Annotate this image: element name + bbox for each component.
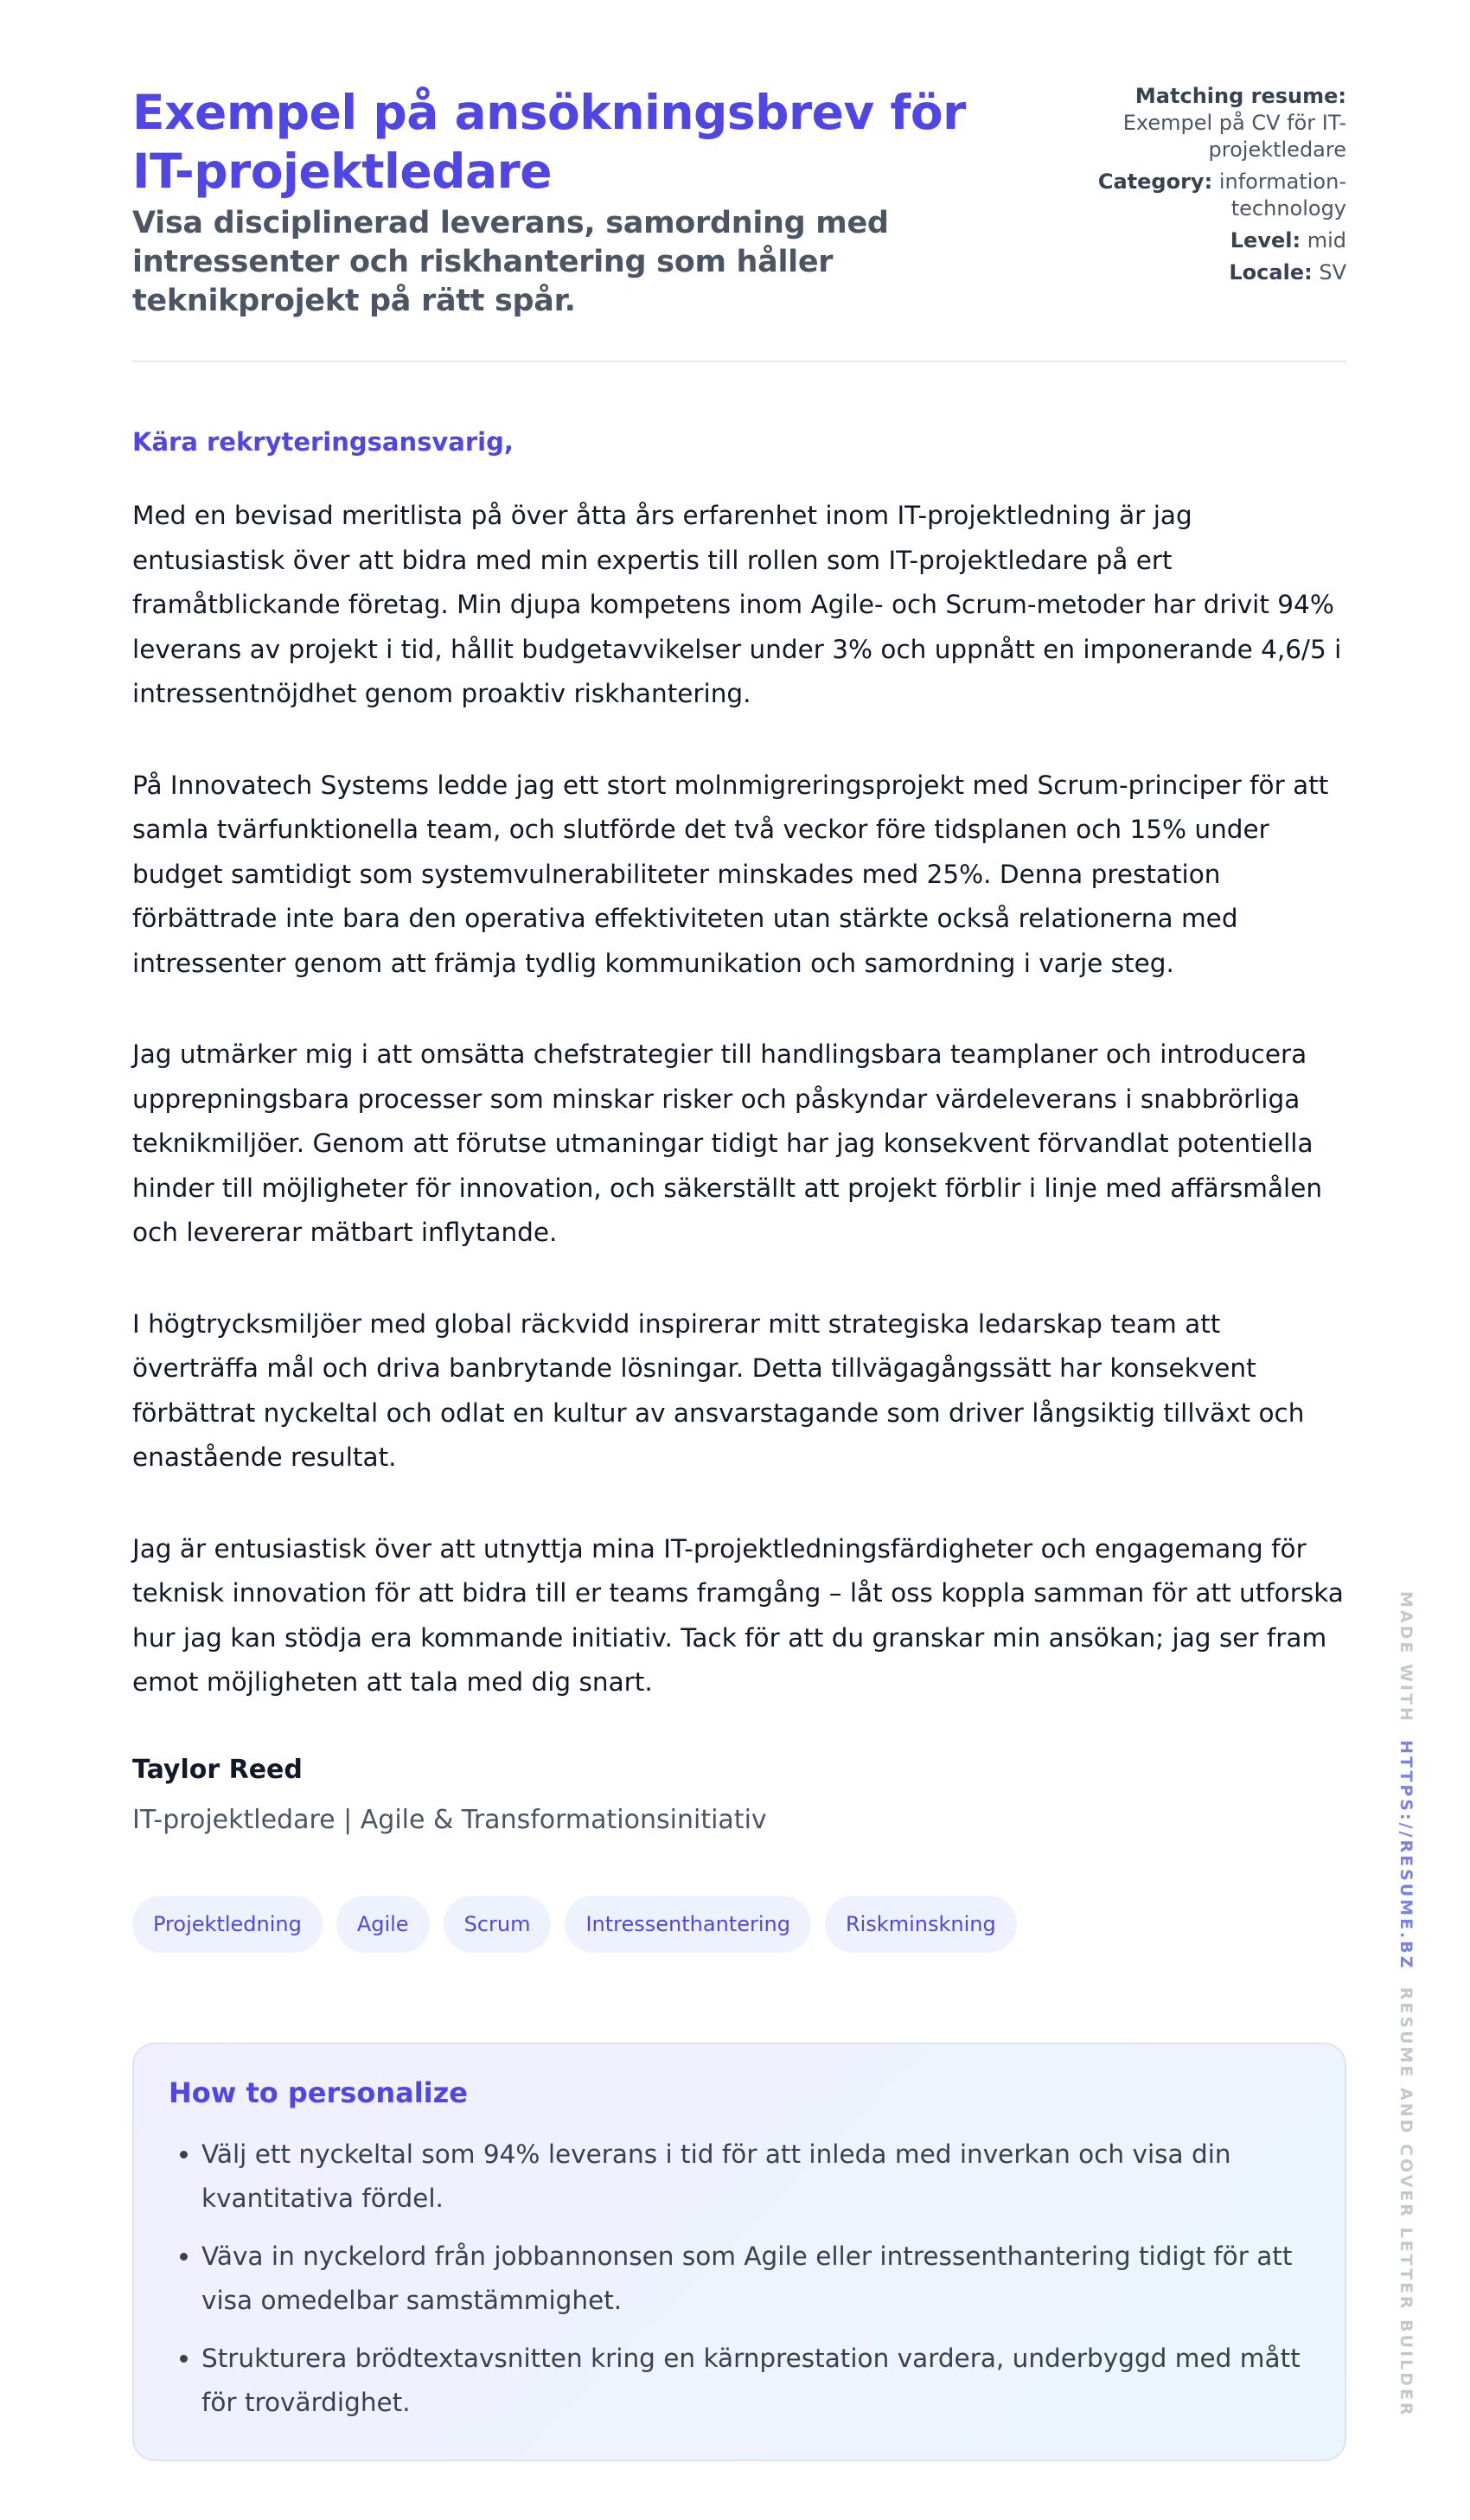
tip-item: • Väva in nyckelord från jobbannonsen som Agile eller intressenthantering tidigt för att visa omedelbar samstämmighet. xyxy=(201,2235,1308,2323)
cover-letter-page xyxy=(132,83,1346,2461)
meta-key: Matching resume: xyxy=(1134,84,1346,108)
signature-block xyxy=(132,1752,1346,1839)
meta-category xyxy=(1061,169,1346,222)
meta-info xyxy=(1061,83,1346,291)
meta-value: Exempel på CV för IT-projektledare xyxy=(1122,111,1346,162)
letter-paragraph: Jag utmärker mig i att omsätta chefstrategier till handlingsbara teamplaner och introducera upprepningsbara processer som minskar risker och påskyndar värdeleverans i snabbrörliga teknikmiljöer. Genom att förutse utmaningar tidigt har jag konsekvent förvandlat potentiella hinder till möjligheter för innovation, och säkerställt att projekt förblir i linje med affärsmålen och levererar mätbart inflytande. xyxy=(132,1039,1323,1247)
meta-key: Locale: xyxy=(1229,260,1313,285)
meta-level xyxy=(1061,227,1346,254)
tips-title: How to personalize xyxy=(169,2075,468,2109)
banner-link[interactable]: HTTPS://RESUME.BZ xyxy=(1396,1740,1416,1971)
banner-suffix: RESUME AND COVER LETTER BUILDER xyxy=(1396,1986,1416,2418)
meta-value: mid xyxy=(1307,228,1346,253)
meta-key: Category: xyxy=(1097,169,1213,194)
meta-matching-resume xyxy=(1061,83,1346,163)
meta-value: information-technology xyxy=(1218,169,1346,221)
tip-item: • Välj ett nyckeltal som 94% leverans i tid för att inleda med inverkan och visa din kvantitativa fördel. xyxy=(201,2133,1308,2221)
meta-value: SV xyxy=(1319,260,1346,285)
letter-paragraph: Jag är entusiastisk över att utnyttja mina IT-projektledningsfärdigheter och engagemang för teknisk innovation för att bidra till er teams framgång – låt oss koppla samman för att utforska hur jag kan stödja era kommande initiativ. Tack för att du granskar min ansökan; jag ser fram emot möjligheten att tala med dig snart. xyxy=(132,1533,1344,1697)
header-titles xyxy=(132,83,1023,321)
tip-item: • Strukturera brödtextavsnitten kring en kärnprestation vardera, underbyggd med mått för trovärdighet. xyxy=(201,2337,1308,2425)
letter-greeting: Kära rekryteringsansvarig, xyxy=(132,427,514,457)
letter-paragraph: I högtrycksmiljöer med global räckvidd inspirerar mitt strategiska ledarskap team att överträffa mål och driva banbrytande lösningar. Detta tillvägagångssätt har konsekvent förbättrat nyckeltal och odlat en kultur av ansvarstagande som driver långsiktig tillväxt och enastående resultat. xyxy=(132,1308,1305,1472)
personalize-tips-box xyxy=(132,2043,1346,2461)
letter-body xyxy=(132,494,1346,1705)
signature-name: Taylor Reed xyxy=(132,1754,303,1785)
skill-tags xyxy=(132,1896,1346,1953)
banner-prefix: MADE WITH xyxy=(1396,1591,1416,1724)
skill-tag: Projektledning xyxy=(132,1896,323,1953)
meta-key: Level: xyxy=(1230,228,1301,253)
page-subtitle: Visa disciplinerad leverans, samordning med intressenter och riskhantering som håller teknikprojekt på rätt spår. xyxy=(132,206,889,318)
letter-paragraph: På Innovatech Systems ledde jag ett stort molnmigreringsprojekt med Scrum-principer för att samla tvärfunktionella team, och slutförde det två veckor före tidsplanen och 15% under budget samtidigt som systemvulnerabiliteter minskades med 25%. Denna prestation förbättrade inte bara den operativa effektiviteten utan stärkte också relationerna med intressenter genom att främja tydlig kommunikation och samordning i varje steg. xyxy=(132,770,1329,978)
skill-tag: Riskminskning xyxy=(825,1896,1017,1953)
meta-locale xyxy=(1061,259,1346,286)
page-title: Exempel på ansökningsbrev för IT-projektledare xyxy=(132,85,966,199)
tips-list xyxy=(169,2133,1308,2425)
letter-header xyxy=(132,83,1346,362)
skill-tag: Scrum xyxy=(444,1896,552,1953)
skill-tag: Intressenthantering xyxy=(565,1896,810,1953)
made-with-banner xyxy=(1396,1591,1416,2418)
signature-title: IT-projektledare | Agile & Transformationsinitiativ xyxy=(132,1804,767,1835)
letter-paragraph: Med en bevisad meritlista på över åtta års erfarenhet inom IT-projektledning är jag entusiastisk över att bidra med min expertis till rollen som IT-projektledare på ert framåtblickande företag. Min djupa kompetens inom Agile- och Scrum-metoder har drivit 94% leverans av projekt i tid, hållit budgetavvikelser under 3% och uppnått en imponerande 4,6/5 i intressentnöjdhet genom proaktiv riskhantering. xyxy=(132,501,1342,708)
skill-tag: Agile xyxy=(336,1896,430,1953)
